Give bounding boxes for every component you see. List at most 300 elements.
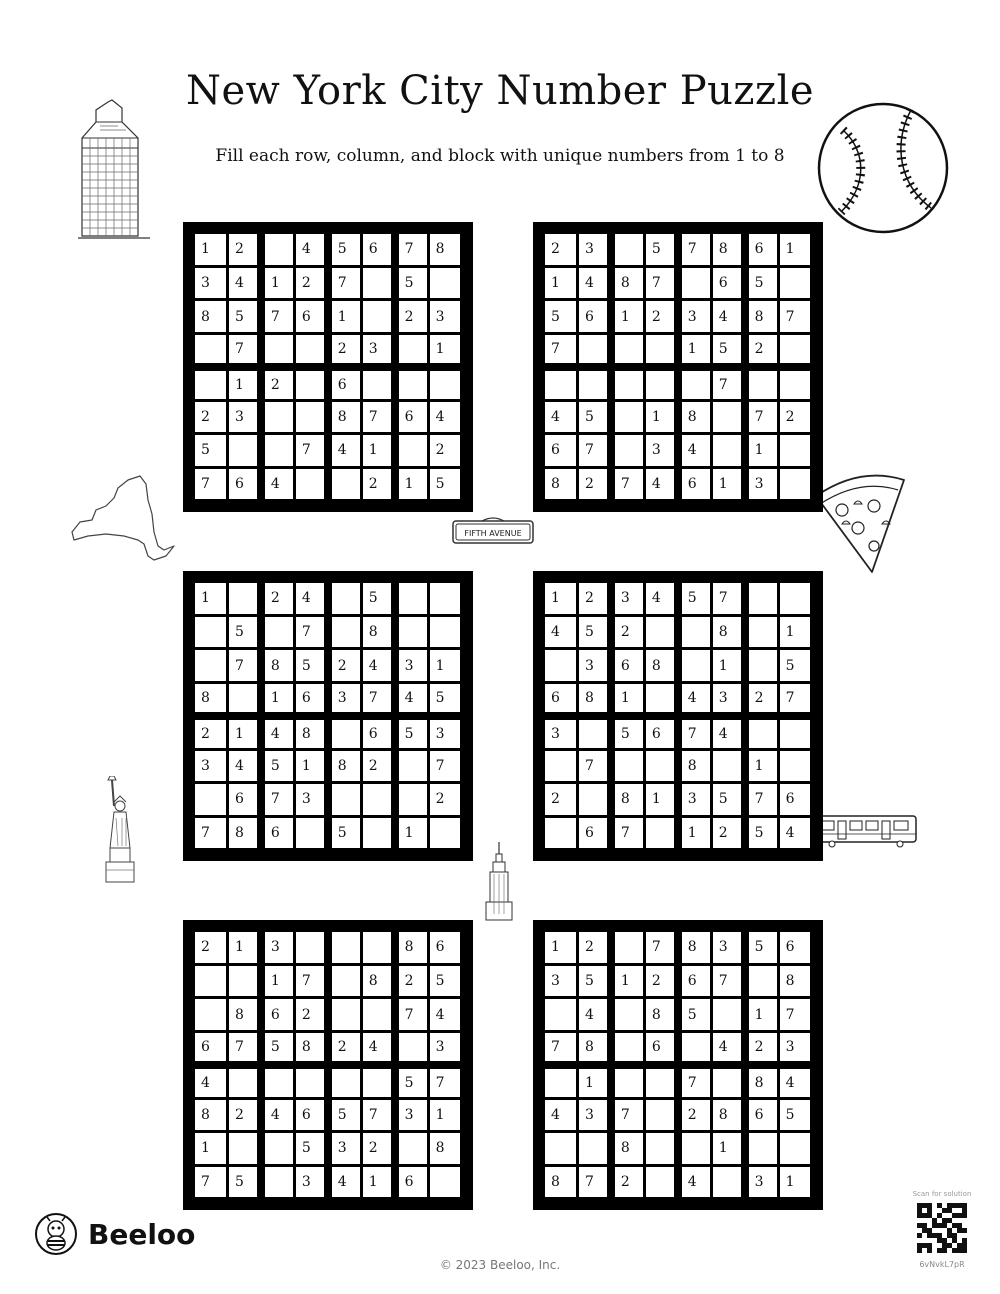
puzzle-cell[interactable] — [294, 367, 327, 400]
puzzle-cell[interactable] — [194, 649, 227, 682]
puzzle-cell[interactable] — [294, 333, 327, 366]
puzzle-cell[interactable] — [711, 998, 744, 1031]
puzzle-cell[interactable]: 8 — [611, 1132, 644, 1165]
puzzle-cell[interactable] — [778, 582, 811, 615]
puzzle-cell[interactable] — [395, 367, 428, 400]
puzzle-cell[interactable]: 6 — [294, 300, 327, 333]
puzzle-cell[interactable]: 1 — [227, 367, 260, 400]
puzzle-cell[interactable]: 3 — [577, 649, 610, 682]
puzzle-cell[interactable]: 2 — [778, 400, 811, 433]
puzzle-cell[interactable] — [544, 367, 577, 400]
puzzle-cell[interactable] — [428, 615, 461, 648]
puzzle-cell[interactable]: 3 — [194, 749, 227, 782]
puzzle-cell[interactable] — [227, 964, 260, 997]
puzzle-cell[interactable]: 5 — [711, 783, 744, 816]
puzzle-cell[interactable]: 1 — [711, 467, 744, 500]
puzzle-cell[interactable] — [778, 333, 811, 366]
puzzle-cell[interactable]: 6 — [294, 1098, 327, 1131]
puzzle-cell[interactable]: 1 — [678, 333, 711, 366]
puzzle-cell[interactable]: 8 — [611, 266, 644, 299]
puzzle-cell[interactable] — [678, 1031, 711, 1064]
puzzle-cell[interactable]: 6 — [261, 816, 294, 849]
puzzle-cell[interactable]: 7 — [261, 783, 294, 816]
puzzle-cell[interactable]: 6 — [778, 783, 811, 816]
puzzle-cell[interactable] — [778, 467, 811, 500]
puzzle-cell[interactable] — [544, 1065, 577, 1098]
puzzle-cell[interactable] — [194, 333, 227, 366]
puzzle-cell[interactable] — [361, 998, 394, 1031]
puzzle-cell[interactable]: 3 — [428, 1031, 461, 1064]
puzzle-cell[interactable] — [261, 1132, 294, 1165]
puzzle-cell[interactable]: 1 — [544, 266, 577, 299]
puzzle-cell[interactable] — [644, 749, 677, 782]
puzzle-cell[interactable]: 5 — [194, 434, 227, 467]
puzzle-cell[interactable]: 7 — [261, 300, 294, 333]
puzzle-cell[interactable]: 3 — [294, 1165, 327, 1198]
puzzle-cell[interactable]: 3 — [227, 400, 260, 433]
puzzle-cell[interactable]: 7 — [711, 964, 744, 997]
puzzle-cell[interactable]: 3 — [428, 716, 461, 749]
puzzle-cell[interactable]: 6 — [711, 266, 744, 299]
puzzle-cell[interactable]: 5 — [745, 816, 778, 849]
puzzle-cell[interactable]: 4 — [361, 1031, 394, 1064]
puzzle-cell[interactable]: 3 — [395, 649, 428, 682]
puzzle-cell[interactable] — [294, 467, 327, 500]
puzzle-cell[interactable]: 4 — [678, 1165, 711, 1198]
puzzle-cell[interactable]: 5 — [227, 300, 260, 333]
puzzle-cell[interactable] — [328, 467, 361, 500]
puzzle-cell[interactable]: 7 — [194, 816, 227, 849]
puzzle-cell[interactable]: 5 — [745, 931, 778, 964]
puzzle-cell[interactable]: 7 — [544, 1031, 577, 1064]
puzzle-cell[interactable]: 5 — [395, 716, 428, 749]
puzzle-cell[interactable]: 1 — [711, 1132, 744, 1165]
puzzle-cell[interactable]: 5 — [577, 400, 610, 433]
puzzle-cell[interactable]: 5 — [227, 1165, 260, 1198]
puzzle-cell[interactable]: 1 — [577, 1065, 610, 1098]
puzzle-cell[interactable]: 4 — [227, 266, 260, 299]
puzzle-cell[interactable] — [745, 964, 778, 997]
puzzle-cell[interactable]: 1 — [428, 649, 461, 682]
puzzle-cell[interactable]: 1 — [361, 434, 394, 467]
puzzle-cell[interactable]: 2 — [577, 931, 610, 964]
puzzle-cell[interactable]: 4 — [711, 716, 744, 749]
puzzle-cell[interactable] — [778, 1132, 811, 1165]
puzzle-cell[interactable] — [711, 400, 744, 433]
puzzle-cell[interactable]: 5 — [678, 582, 711, 615]
puzzle-cell[interactable]: 8 — [395, 931, 428, 964]
puzzle-cell[interactable] — [227, 1065, 260, 1098]
puzzle-cell[interactable]: 7 — [361, 400, 394, 433]
puzzle-cell[interactable]: 7 — [778, 998, 811, 1031]
puzzle-cell[interactable] — [294, 816, 327, 849]
puzzle-cell[interactable]: 2 — [544, 233, 577, 266]
puzzle-cell[interactable]: 2 — [745, 1031, 778, 1064]
puzzle-cell[interactable]: 8 — [428, 233, 461, 266]
puzzle-cell[interactable] — [428, 1165, 461, 1198]
puzzle-cell[interactable]: 4 — [428, 998, 461, 1031]
puzzle-cell[interactable]: 8 — [328, 400, 361, 433]
puzzle-cell[interactable] — [361, 300, 394, 333]
puzzle-cell[interactable] — [745, 615, 778, 648]
puzzle-cell[interactable]: 7 — [678, 1065, 711, 1098]
puzzle-cell[interactable] — [261, 615, 294, 648]
puzzle-cell[interactable] — [361, 931, 394, 964]
puzzle-cell[interactable]: 8 — [644, 649, 677, 682]
puzzle-cell[interactable]: 6 — [428, 931, 461, 964]
puzzle-cell[interactable]: 1 — [261, 964, 294, 997]
puzzle-cell[interactable]: 8 — [544, 467, 577, 500]
puzzle-cell[interactable] — [778, 367, 811, 400]
puzzle-cell[interactable]: 8 — [678, 400, 711, 433]
puzzle-cell[interactable]: 6 — [227, 783, 260, 816]
puzzle-cell[interactable]: 4 — [328, 1165, 361, 1198]
puzzle-cell[interactable] — [194, 367, 227, 400]
puzzle-cell[interactable]: 2 — [395, 300, 428, 333]
puzzle-cell[interactable]: 5 — [428, 467, 461, 500]
puzzle-cell[interactable]: 3 — [611, 582, 644, 615]
puzzle-cell[interactable] — [544, 649, 577, 682]
puzzle-cell[interactable]: 4 — [361, 649, 394, 682]
puzzle-cell[interactable]: 2 — [577, 467, 610, 500]
puzzle-cell[interactable] — [678, 266, 711, 299]
puzzle-cell[interactable]: 8 — [577, 682, 610, 715]
puzzle-cell[interactable]: 1 — [644, 783, 677, 816]
puzzle-cell[interactable]: 1 — [644, 400, 677, 433]
puzzle-cell[interactable]: 8 — [194, 300, 227, 333]
puzzle-cell[interactable]: 5 — [428, 682, 461, 715]
puzzle-cell[interactable]: 7 — [711, 367, 744, 400]
puzzle-cell[interactable] — [395, 434, 428, 467]
puzzle-cell[interactable]: 1 — [194, 233, 227, 266]
puzzle-cell[interactable] — [227, 682, 260, 715]
puzzle-cell[interactable]: 7 — [577, 434, 610, 467]
puzzle-cell[interactable] — [611, 400, 644, 433]
puzzle-cell[interactable]: 4 — [194, 1065, 227, 1098]
puzzle-cell[interactable]: 4 — [294, 582, 327, 615]
puzzle-cell[interactable]: 3 — [395, 1098, 428, 1131]
puzzle-cell[interactable]: 3 — [328, 682, 361, 715]
puzzle-cell[interactable]: 8 — [678, 931, 711, 964]
puzzle-cell[interactable] — [778, 749, 811, 782]
puzzle-cell[interactable] — [261, 434, 294, 467]
puzzle-cell[interactable]: 1 — [194, 1132, 227, 1165]
puzzle-cell[interactable]: 7 — [611, 1098, 644, 1131]
puzzle-cell[interactable]: 7 — [611, 816, 644, 849]
puzzle-cell[interactable]: 2 — [361, 1132, 394, 1165]
puzzle-cell[interactable]: 1 — [778, 615, 811, 648]
puzzle-cell[interactable]: 1 — [544, 582, 577, 615]
puzzle-cell[interactable]: 6 — [227, 467, 260, 500]
puzzle-cell[interactable]: 1 — [227, 931, 260, 964]
puzzle-cell[interactable]: 4 — [544, 615, 577, 648]
puzzle-cell[interactable]: 8 — [711, 1098, 744, 1131]
puzzle-cell[interactable]: 6 — [611, 649, 644, 682]
puzzle-cell[interactable]: 1 — [544, 931, 577, 964]
puzzle-cell[interactable]: 2 — [428, 434, 461, 467]
puzzle-cell[interactable]: 2 — [745, 333, 778, 366]
puzzle-cell[interactable]: 4 — [544, 400, 577, 433]
puzzle-cell[interactable]: 2 — [194, 716, 227, 749]
puzzle-cell[interactable] — [428, 582, 461, 615]
puzzle-cell[interactable]: 4 — [711, 300, 744, 333]
puzzle-cell[interactable]: 8 — [227, 998, 260, 1031]
puzzle-cell[interactable]: 8 — [227, 816, 260, 849]
puzzle-cell[interactable] — [194, 783, 227, 816]
puzzle-cell[interactable]: 5 — [678, 998, 711, 1031]
puzzle-cell[interactable] — [644, 682, 677, 715]
puzzle-cell[interactable]: 5 — [395, 1065, 428, 1098]
puzzle-cell[interactable] — [678, 367, 711, 400]
puzzle-cell[interactable]: 6 — [194, 1031, 227, 1064]
puzzle-cell[interactable]: 5 — [711, 333, 744, 366]
puzzle-cell[interactable]: 1 — [778, 233, 811, 266]
puzzle-cell[interactable]: 7 — [194, 1165, 227, 1198]
puzzle-cell[interactable] — [644, 1132, 677, 1165]
puzzle-cell[interactable]: 4 — [395, 682, 428, 715]
puzzle-cell[interactable]: 5 — [361, 582, 394, 615]
puzzle-cell[interactable]: 7 — [294, 615, 327, 648]
puzzle-cell[interactable]: 8 — [745, 1065, 778, 1098]
puzzle-cell[interactable]: 2 — [395, 964, 428, 997]
puzzle-cell[interactable]: 5 — [644, 233, 677, 266]
puzzle-cell[interactable] — [328, 964, 361, 997]
puzzle-cell[interactable] — [328, 615, 361, 648]
puzzle-cell[interactable]: 5 — [294, 1132, 327, 1165]
puzzle-cell[interactable]: 5 — [294, 649, 327, 682]
puzzle-cell[interactable]: 8 — [544, 1165, 577, 1198]
puzzle-cell[interactable]: 3 — [361, 333, 394, 366]
puzzle-cell[interactable] — [778, 716, 811, 749]
puzzle-cell[interactable] — [227, 434, 260, 467]
puzzle-cell[interactable] — [361, 367, 394, 400]
puzzle-cell[interactable]: 4 — [678, 434, 711, 467]
puzzle-cell[interactable] — [428, 266, 461, 299]
puzzle-cell[interactable]: 1 — [361, 1165, 394, 1198]
puzzle-cell[interactable] — [611, 367, 644, 400]
puzzle-cell[interactable] — [611, 233, 644, 266]
puzzle-cell[interactable]: 4 — [544, 1098, 577, 1131]
puzzle-cell[interactable]: 2 — [194, 400, 227, 433]
puzzle-cell[interactable] — [227, 1132, 260, 1165]
puzzle-cell[interactable]: 1 — [294, 749, 327, 782]
puzzle-cell[interactable] — [261, 400, 294, 433]
puzzle-cell[interactable] — [428, 816, 461, 849]
puzzle-cell[interactable]: 1 — [261, 682, 294, 715]
puzzle-cell[interactable]: 5 — [778, 1098, 811, 1131]
puzzle-cell[interactable]: 2 — [328, 1031, 361, 1064]
puzzle-cell[interactable] — [611, 434, 644, 467]
puzzle-cell[interactable]: 3 — [678, 783, 711, 816]
puzzle-cell[interactable]: 7 — [227, 1031, 260, 1064]
puzzle-cell[interactable]: 8 — [745, 300, 778, 333]
puzzle-cell[interactable]: 8 — [644, 998, 677, 1031]
puzzle-cell[interactable]: 1 — [428, 1098, 461, 1131]
puzzle-cell[interactable]: 1 — [745, 998, 778, 1031]
puzzle-cell[interactable]: 2 — [361, 749, 394, 782]
puzzle-cell[interactable]: 8 — [778, 964, 811, 997]
puzzle-cell[interactable]: 7 — [395, 233, 428, 266]
puzzle-cell[interactable]: 2 — [227, 233, 260, 266]
puzzle-cell[interactable]: 5 — [328, 1098, 361, 1131]
puzzle-cell[interactable] — [328, 998, 361, 1031]
puzzle-cell[interactable]: 4 — [227, 749, 260, 782]
puzzle-cell[interactable]: 2 — [194, 931, 227, 964]
puzzle-cell[interactable]: 1 — [678, 816, 711, 849]
puzzle-cell[interactable] — [644, 615, 677, 648]
puzzle-cell[interactable]: 8 — [361, 964, 394, 997]
puzzle-cell[interactable] — [395, 582, 428, 615]
puzzle-cell[interactable]: 5 — [328, 233, 361, 266]
puzzle-cell[interactable]: 1 — [194, 582, 227, 615]
puzzle-cell[interactable]: 3 — [544, 964, 577, 997]
puzzle-cell[interactable]: 6 — [544, 434, 577, 467]
puzzle-cell[interactable]: 4 — [644, 582, 677, 615]
puzzle-cell[interactable]: 7 — [294, 434, 327, 467]
puzzle-cell[interactable] — [395, 615, 428, 648]
puzzle-cell[interactable]: 6 — [778, 931, 811, 964]
puzzle-cell[interactable]: 5 — [261, 749, 294, 782]
puzzle-cell[interactable]: 3 — [261, 931, 294, 964]
puzzle-cell[interactable]: 7 — [577, 1165, 610, 1198]
puzzle-cell[interactable]: 7 — [644, 931, 677, 964]
puzzle-cell[interactable] — [611, 333, 644, 366]
qr-code[interactable] — [917, 1203, 967, 1253]
puzzle-cell[interactable]: 7 — [544, 333, 577, 366]
puzzle-cell[interactable] — [328, 582, 361, 615]
puzzle-cell[interactable]: 5 — [778, 649, 811, 682]
puzzle-cell[interactable]: 2 — [544, 783, 577, 816]
puzzle-cell[interactable] — [644, 1098, 677, 1131]
puzzle-cell[interactable]: 1 — [611, 964, 644, 997]
puzzle-cell[interactable]: 7 — [328, 266, 361, 299]
puzzle-cell[interactable] — [395, 749, 428, 782]
puzzle-cell[interactable]: 6 — [261, 998, 294, 1031]
puzzle-cell[interactable] — [294, 1065, 327, 1098]
puzzle-cell[interactable] — [611, 931, 644, 964]
puzzle-cell[interactable] — [745, 649, 778, 682]
puzzle-cell[interactable]: 7 — [227, 333, 260, 366]
puzzle-cell[interactable]: 6 — [544, 682, 577, 715]
puzzle-cell[interactable] — [577, 333, 610, 366]
puzzle-cell[interactable]: 4 — [644, 467, 677, 500]
puzzle-cell[interactable] — [328, 783, 361, 816]
puzzle-cell[interactable] — [644, 1165, 677, 1198]
puzzle-cell[interactable]: 2 — [678, 1098, 711, 1131]
puzzle-cell[interactable]: 5 — [227, 615, 260, 648]
puzzle-cell[interactable]: 3 — [745, 467, 778, 500]
puzzle-cell[interactable]: 1 — [745, 749, 778, 782]
puzzle-cell[interactable]: 3 — [577, 1098, 610, 1131]
puzzle-cell[interactable]: 7 — [711, 582, 744, 615]
puzzle-cell[interactable]: 7 — [361, 682, 394, 715]
puzzle-cell[interactable]: 3 — [294, 783, 327, 816]
puzzle-cell[interactable]: 5 — [544, 300, 577, 333]
puzzle-cell[interactable] — [261, 333, 294, 366]
puzzle-cell[interactable] — [328, 931, 361, 964]
puzzle-cell[interactable] — [544, 816, 577, 849]
puzzle-cell[interactable]: 7 — [678, 716, 711, 749]
puzzle-cell[interactable] — [644, 1065, 677, 1098]
puzzle-cell[interactable]: 5 — [395, 266, 428, 299]
puzzle-cell[interactable]: 6 — [644, 1031, 677, 1064]
puzzle-cell[interactable] — [745, 367, 778, 400]
puzzle-cell[interactable]: 8 — [194, 682, 227, 715]
puzzle-cell[interactable] — [745, 716, 778, 749]
puzzle-cell[interactable]: 3 — [194, 266, 227, 299]
puzzle-cell[interactable] — [395, 783, 428, 816]
puzzle-cell[interactable] — [778, 434, 811, 467]
puzzle-cell[interactable]: 6 — [644, 716, 677, 749]
puzzle-cell[interactable]: 2 — [428, 783, 461, 816]
puzzle-cell[interactable] — [611, 1065, 644, 1098]
puzzle-cell[interactable]: 2 — [745, 682, 778, 715]
puzzle-cell[interactable]: 6 — [328, 367, 361, 400]
puzzle-cell[interactable]: 4 — [328, 434, 361, 467]
puzzle-cell[interactable]: 3 — [778, 1031, 811, 1064]
puzzle-cell[interactable] — [544, 1132, 577, 1165]
puzzle-cell[interactable]: 6 — [361, 716, 394, 749]
puzzle-cell[interactable]: 6 — [395, 1165, 428, 1198]
puzzle-cell[interactable]: 1 — [611, 300, 644, 333]
puzzle-cell[interactable] — [611, 1031, 644, 1064]
puzzle-cell[interactable]: 6 — [294, 682, 327, 715]
puzzle-cell[interactable]: 6 — [577, 300, 610, 333]
puzzle-cell[interactable]: 5 — [428, 964, 461, 997]
puzzle-cell[interactable] — [294, 931, 327, 964]
puzzle-cell[interactable] — [294, 400, 327, 433]
puzzle-cell[interactable] — [227, 582, 260, 615]
puzzle-cell[interactable]: 2 — [577, 582, 610, 615]
puzzle-cell[interactable]: 2 — [294, 266, 327, 299]
puzzle-cell[interactable]: 8 — [711, 233, 744, 266]
puzzle-cell[interactable]: 2 — [361, 467, 394, 500]
puzzle-cell[interactable]: 6 — [678, 467, 711, 500]
puzzle-cell[interactable]: 1 — [328, 300, 361, 333]
puzzle-cell[interactable] — [577, 367, 610, 400]
puzzle-cell[interactable] — [395, 1031, 428, 1064]
puzzle-cell[interactable]: 2 — [644, 964, 677, 997]
puzzle-cell[interactable]: 2 — [611, 1165, 644, 1198]
puzzle-cell[interactable]: 1 — [395, 816, 428, 849]
puzzle-cell[interactable]: 3 — [544, 716, 577, 749]
puzzle-cell[interactable]: 4 — [428, 400, 461, 433]
puzzle-cell[interactable] — [261, 233, 294, 266]
puzzle-cell[interactable]: 6 — [577, 816, 610, 849]
puzzle-cell[interactable] — [261, 1165, 294, 1198]
puzzle-cell[interactable]: 7 — [778, 682, 811, 715]
puzzle-cell[interactable] — [678, 649, 711, 682]
puzzle-cell[interactable]: 7 — [745, 783, 778, 816]
puzzle-cell[interactable]: 1 — [711, 649, 744, 682]
puzzle-cell[interactable]: 5 — [577, 964, 610, 997]
puzzle-cell[interactable]: 7 — [194, 467, 227, 500]
puzzle-cell[interactable]: 8 — [194, 1098, 227, 1131]
puzzle-cell[interactable]: 8 — [294, 1031, 327, 1064]
puzzle-cell[interactable]: 3 — [328, 1132, 361, 1165]
puzzle-cell[interactable] — [745, 1132, 778, 1165]
puzzle-cell[interactable] — [711, 1165, 744, 1198]
puzzle-cell[interactable] — [678, 615, 711, 648]
puzzle-cell[interactable] — [611, 998, 644, 1031]
puzzle-cell[interactable]: 2 — [261, 582, 294, 615]
puzzle-cell[interactable] — [778, 266, 811, 299]
puzzle-cell[interactable] — [745, 582, 778, 615]
puzzle-cell[interactable] — [711, 749, 744, 782]
puzzle-cell[interactable]: 3 — [711, 931, 744, 964]
puzzle-cell[interactable]: 2 — [261, 367, 294, 400]
puzzle-cell[interactable] — [328, 716, 361, 749]
